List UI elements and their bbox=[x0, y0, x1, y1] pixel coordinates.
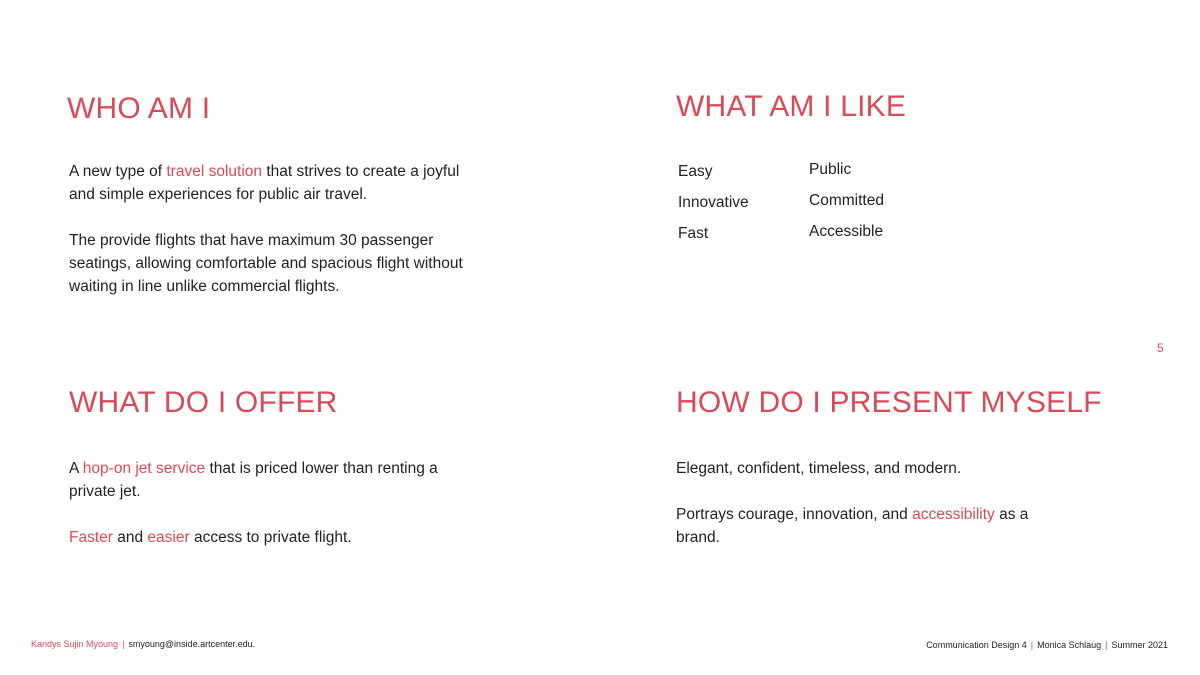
present-p2-highlight: accessibility bbox=[912, 506, 995, 523]
what-am-i-like-heading: WHAT AM I LIKE bbox=[676, 90, 907, 123]
who-am-i-paragraph-1 bbox=[69, 160, 489, 206]
offer-p2-highlight-easier: easier bbox=[147, 529, 190, 546]
offer-paragraph-1 bbox=[69, 457, 469, 503]
footer-term: Summer 2021 bbox=[1111, 640, 1168, 650]
offer-p2-text-after: access to private flight. bbox=[189, 529, 352, 546]
footer-separator: | bbox=[1105, 640, 1108, 650]
offer-p1-text-before: A bbox=[69, 460, 83, 477]
how-do-i-present-myself-section bbox=[676, 457, 1061, 549]
trait-fast: Fast bbox=[678, 225, 709, 242]
footer-course: Communication Design 4 bbox=[926, 640, 1027, 650]
who-am-i-section bbox=[69, 160, 489, 298]
footer-separator: | bbox=[122, 639, 125, 649]
page-number: 5 bbox=[1157, 341, 1164, 355]
what-do-i-offer-heading: WHAT DO I OFFER bbox=[69, 386, 338, 419]
who-p1-highlight: travel solution bbox=[166, 163, 263, 180]
trait-accessible: Accessible bbox=[809, 223, 884, 240]
present-p2-text-before: Portrays courage, innovation, and bbox=[676, 506, 913, 523]
trait-easy: Easy bbox=[678, 163, 713, 180]
footer-left bbox=[31, 639, 255, 649]
footer-right bbox=[926, 640, 1168, 650]
who-p1-text-after: that strives to create a joyful and simple experiences for public air travel. bbox=[69, 163, 460, 203]
who-p1-text-before: A new type of bbox=[69, 163, 167, 180]
who-am-i-paragraph-2: The provide flights that have maximum 30 passenger seatings, allowing comfortable and spacious flight without waiting in line unlike commercial flights. bbox=[69, 232, 463, 295]
present-paragraph-2 bbox=[676, 503, 1061, 549]
offer-paragraph-2 bbox=[69, 526, 469, 549]
who-am-i-heading: WHO AM I bbox=[67, 92, 211, 125]
trait-committed: Committed bbox=[809, 192, 884, 209]
footer-email: smyoung@inside.artcenter.edu. bbox=[128, 639, 256, 649]
offer-p1-highlight: hop-on jet service bbox=[82, 460, 206, 477]
offer-p1-text-after: that is priced lower than renting a private jet. bbox=[69, 460, 438, 500]
present-paragraph-1: Elegant, confident, timeless, and modern. bbox=[676, 460, 962, 477]
how-do-i-present-myself-heading: HOW DO I PRESENT MYSELF bbox=[676, 386, 1102, 419]
footer-separator: | bbox=[1030, 640, 1034, 650]
present-p2-text-after: as a brand. bbox=[676, 506, 1029, 546]
offer-p2-highlight-faster: Faster bbox=[69, 529, 113, 546]
offer-p2-text-mid: and bbox=[112, 529, 148, 546]
footer-author: Kandys Sujin Myoung bbox=[31, 639, 119, 649]
trait-innovative: Innovative bbox=[678, 194, 749, 211]
trait-public: Public bbox=[809, 161, 852, 178]
what-do-i-offer-section bbox=[69, 457, 469, 549]
footer-instructor: Monica Schlaug bbox=[1037, 640, 1102, 650]
